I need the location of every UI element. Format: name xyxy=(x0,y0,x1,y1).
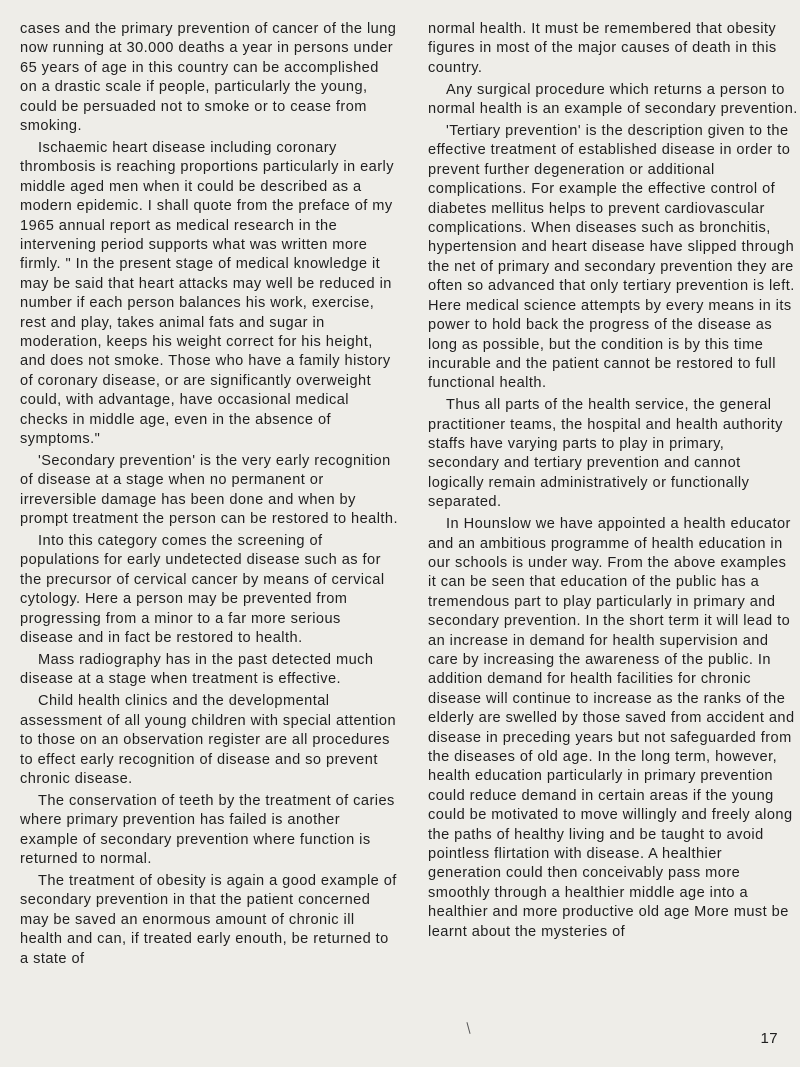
paragraph: Thus all parts of the health service, the general practitioner teams, the hospital and health authority staffs have varying parts to play in primary, secondary and tertiary prevention and cannot logically remain administratively or functionally separated. xyxy=(428,397,783,511)
paragraph: Into this category comes the screening of populations for early undetected disease such as for the precursor of cervical cancer by means of cervical cytology. Here a person may be prevented from progressing from a minor to a far more serious disease and in fact be restored to health. xyxy=(20,533,385,647)
paragraph: cases and the primary prevention of cancer of the lung now running at 30.000 deaths a year in persons under 65 years of age in this country can be accomplished on a drastic scale if people, particularly the young, could be persuaded not to smoke or to cease from smoking. xyxy=(20,21,397,135)
paragraph: The conservation of teeth by the treatment of caries where primary prevention has failed is another example of secondary prevention where function is returned to normal. xyxy=(20,792,395,868)
paragraph: Ischaemic heart disease including coronary thrombosis is reaching proportions particularly in early middle aged men when it could be described as a modern epidemic. I shall quote from the preface of my 1965 annual report as medical research in the intervening period supports what was written more firmly. " In the present stage of medical knowledge it may be said that heart attacks may well be reduced in number if each person balances his work, exercise, rest and play, takes animal fats and sugar in moderation, keeps his weight correct for his height, and does not smoke. Those who have a family history of coronary disease, or are significantly overweight could, with advantage, have occasional medical checks in middle age, even in the absence of symptoms." xyxy=(20,139,394,448)
right-text-column xyxy=(428,20,798,945)
paragraph: 'Secondary prevention' is the very early recognition of disease at a stage when no permanent or irreversible damage has been done and when by prompt treatment the person can be restored to health. xyxy=(20,452,398,528)
paragraph: The treatment of obesity is again a good example of secondary prevention in that the patient concerned may be saved an enormous amount of chronic ill health and can, if treated early enouth, be returned to a state of xyxy=(20,872,397,967)
left-text-column xyxy=(20,20,398,972)
paragraph: Any surgical procedure which returns a person to normal health is an example of secondary prevention. xyxy=(428,81,798,118)
scan-mark xyxy=(466,1022,470,1034)
paragraph: normal health. It must be remembered that obesity figures in most of the major causes of death in this country. xyxy=(428,21,777,76)
page-number: 17 xyxy=(760,1030,778,1047)
paragraph: Child health clinics and the developmental assessment of all young children with special attention to those on an observation register are all procedures to effect early recognition of disease and so prevent chronic disease. xyxy=(20,693,397,787)
paragraph: Mass radiography has in the past detected much disease at a stage when treatment is effective. xyxy=(20,652,374,688)
paragraph: In Hounslow we have appointed a health educator and an ambitious programme of health education in our schools is under way. From the above examples it can be seen that education of the public has a tremendous part to play particularly in primary and secondary prevention. In the short term it will lead to an increase in demand for health supervision and care by increasing the awareness of the public. In addition demand for health facilities for chronic disease will continue to increase as the ranks of the elderly are swelled by those saved from accident and disease in preceding years but not safeguarded from the diseases of old age. In the long term, however, health education particularly in primary prevention could reduce demand in certain areas if the young could be motivated to move willingly and freely along the paths of healthy living and be taught to avoid pointless flirtation with disease. A healthier generation could then conceivably pass more smoothly through a healthier middle age into a healthier and more productive old age More must be learnt about the mysteries of xyxy=(428,516,795,940)
paragraph: 'Tertiary prevention' is the description given to the effective treatment of established disease in order to prevent further degeneration or additional complications. For example the effective control of diabetes mellitus helps to prevent cardiovascular complications. When diseases such as bronchitis, hypertension and heart disease have slipped through the net of primary and secondary prevention they are often so advanced that only tertiary prevention is left. Here medical science attempts by every means in its power to hold back the progress of the disease as long as possible, but the condition is by this time incurable and the patient cannot be restored to full functional health. xyxy=(428,123,795,392)
